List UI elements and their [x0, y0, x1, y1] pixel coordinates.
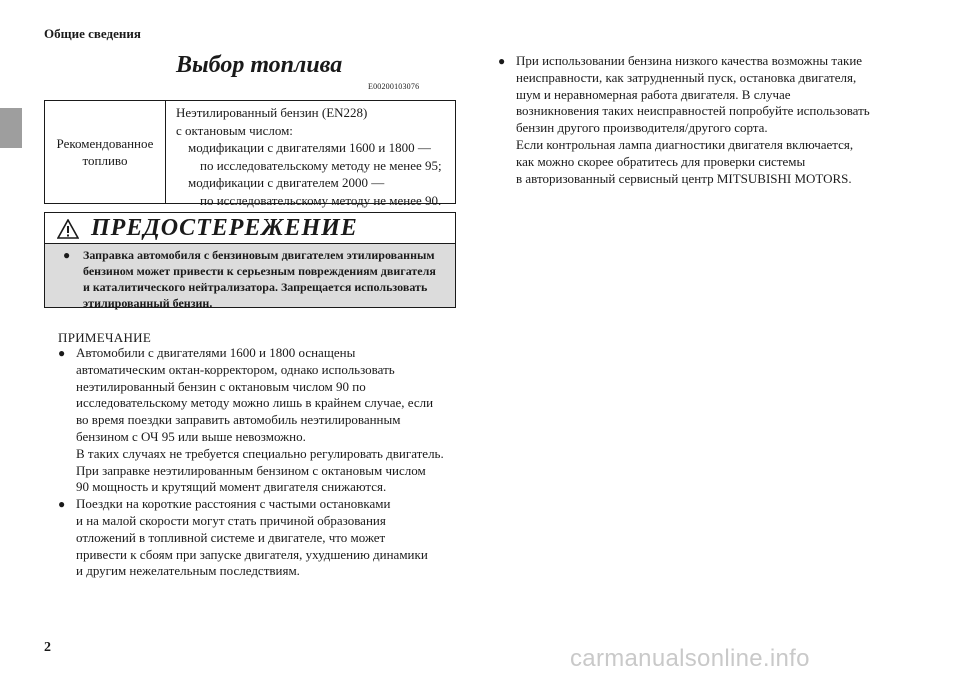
bullet-icon: ● — [498, 54, 506, 68]
right-column-line: неисправности, как затрудненный пуск, остановка двигателя, — [516, 69, 857, 85]
note-item — [58, 345, 458, 496]
fuel-table-line: по исследовательскому методу не менее 90. — [200, 192, 442, 208]
fuel-table-line: Неэтилированный бензин (EN228) — [176, 105, 368, 120]
fuel-table-label-cell — [45, 101, 166, 203]
fuel-table-line: модификации с двигателем 2000 — — [188, 175, 385, 190]
right-column-line: Если контрольная лампа диагностики двигателя включается, — [516, 136, 854, 152]
fuel-table — [44, 100, 456, 208]
fuel-table-value-cell — [166, 101, 455, 208]
note-line: В таких случаях не требуется специально регулировать двигатель. — [76, 445, 444, 461]
note-label: ПРИМЕЧАНИЕ — [58, 330, 152, 345]
right-column-line: возникновения таких неисправностей попробуйте использовать — [516, 103, 870, 119]
warning-line: и каталитического нейтрализатора. Запрещается использовать — [83, 280, 428, 294]
page-number: 2 — [44, 640, 51, 655]
fuel-table-line: с октановым числом: — [176, 122, 293, 138]
fuel-table-label-line: Рекомендованное — [56, 135, 154, 151]
warning-text — [45, 244, 455, 311]
document-code: E00200103076 — [368, 82, 420, 91]
note-line: 90 мощность и крутящий момент двигателя снижаются. — [76, 479, 387, 495]
chapter-tab-marker — [0, 108, 22, 148]
note-item — [58, 496, 458, 580]
fuel-table-label-line: топливо — [82, 153, 128, 168]
warning-box — [44, 212, 456, 308]
note-line: отложений в топливной системе и двигателе, что может — [76, 529, 386, 545]
note-line: во время поездки заправить автомобиль неэтилированным — [76, 412, 401, 428]
note-line: неэтилированный бензин с октановым числом 90 по — [76, 378, 366, 394]
right-column-line: как можно скорее обратитесь для проверки системы — [516, 153, 806, 169]
bullet-icon: ● — [58, 346, 66, 360]
fuel-table-line: модификации с двигателями 1600 и 1800 — — [188, 140, 431, 155]
watermark: carmanualsonline.info — [570, 645, 810, 672]
note-line: бензином с ОЧ 95 или выше невозможно. — [76, 428, 306, 444]
right-column-line: При использовании бензина низкого качества возможны такие — [516, 53, 863, 68]
note-line: и на малой скорости могут стать причиной образования — [76, 512, 386, 528]
note-line: автоматическим октан-корректором, однако использовать — [76, 361, 395, 377]
bullet-icon: ● — [58, 497, 66, 512]
note-line: исследовательскому методу можно лишь в крайнем случае, если — [76, 395, 434, 411]
bullet-icon: ● — [63, 248, 71, 262]
warning-header — [45, 213, 455, 244]
warning-line: этилированный бензин. — [83, 296, 213, 310]
right-column-line: бензин другого производителя/другого сорта. — [516, 120, 768, 136]
right-column-line: шум и неравномерная работа двигателя. В случае — [516, 86, 791, 102]
note-line: и другим нежелательным последствиям. — [76, 563, 300, 579]
right-column-line: в авторизованный сервисный центр MITSUBISHI MOTORS. — [516, 170, 852, 186]
note-line: Автомобили с двигателями 1600 и 1800 оснащены — [76, 345, 356, 360]
warning-line: Заправка автомобиля с бензиновым двигателем этилированным — [83, 248, 435, 262]
right-column — [498, 53, 918, 187]
note-line: При заправке неэтилированным бензином с октановым числом — [76, 462, 426, 478]
warning-triangle-icon — [57, 219, 79, 239]
note-list — [58, 345, 458, 580]
page-title: Выбор топлива — [176, 52, 343, 78]
right-column-item — [498, 53, 918, 187]
note-line: привести к сбоям при запуске двигателя, ухудшению динамики — [76, 546, 428, 562]
note-line: Поездки на короткие расстояния с частыми остановками — [76, 496, 391, 512]
warning-title: ПРЕДОСТЕРЕЖЕНИЕ — [91, 215, 358, 241]
section-header: Общие сведения — [44, 26, 141, 41]
warning-line: бензином может привести к серьезным повреждениям двигателя — [83, 264, 436, 278]
fuel-table-line: по исследовательскому методу не менее 95; — [200, 157, 442, 173]
